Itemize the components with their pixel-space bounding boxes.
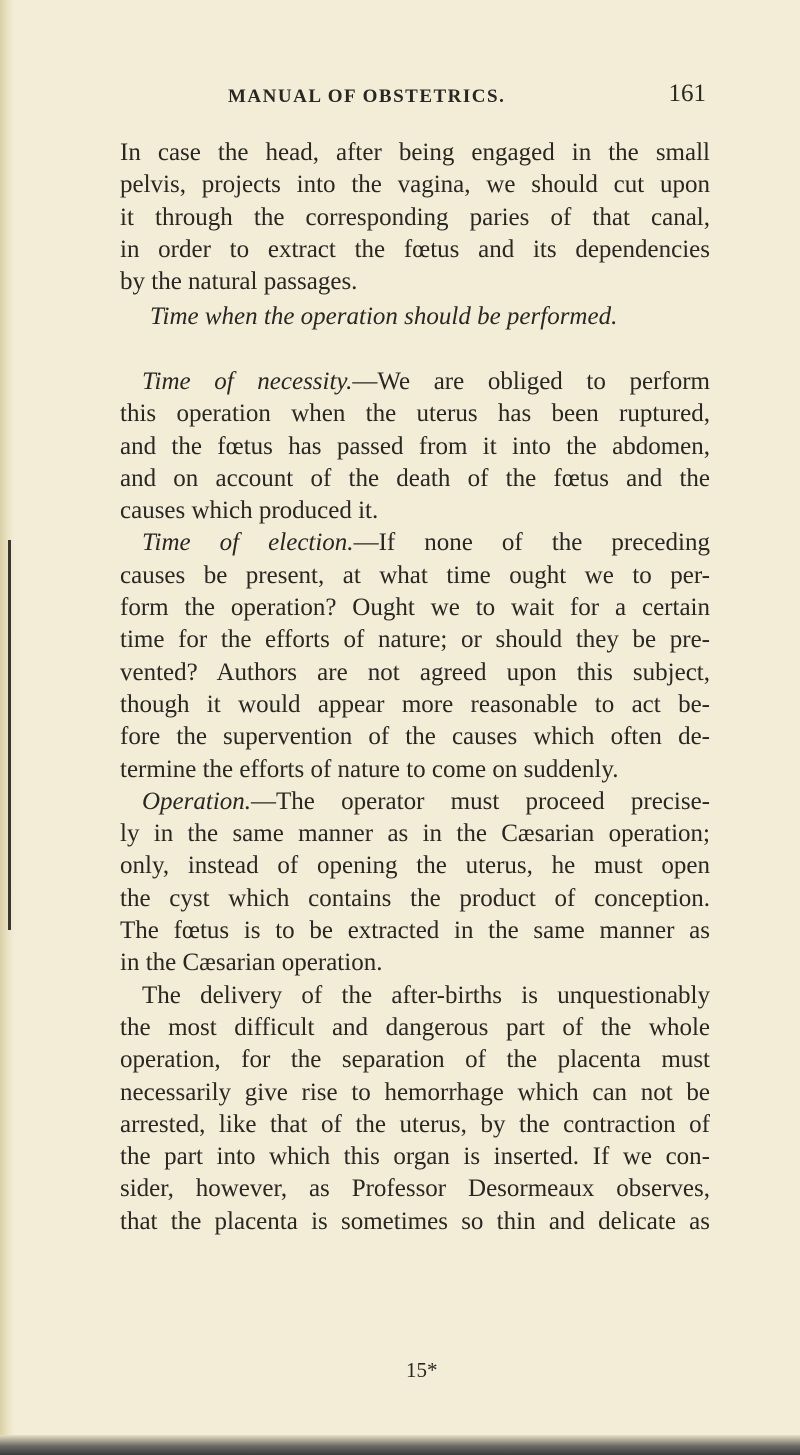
text-line: the most difficult and dangerous part of the whole	[120, 1013, 710, 1041]
text-line: vented? Authors are not agreed upon this subject,	[120, 658, 710, 686]
text-line: sider, however, as Professor Desormeaux observes,	[120, 1175, 710, 1203]
text-line: the part into which this organ is inserted. If we con-	[120, 1143, 710, 1171]
text-line: though it would appear more reasonable to act be-	[120, 690, 710, 718]
text-line: it through the corresponding paries of that canal,	[120, 203, 710, 231]
page-bottom-edge	[0, 1435, 800, 1455]
section-heading: Time when the operation should be performed.	[150, 303, 618, 330]
page-number: 161	[668, 80, 706, 107]
operation-lead: Operation.	[142, 787, 252, 815]
text-line: only, instead of opening the uterus, he must open	[120, 852, 710, 880]
paragraph-lead-line: Time of election.—If none of the preceding	[142, 529, 710, 557]
text-line: In case the head, after being engaged in the small	[120, 139, 710, 166]
text-line: time for the efforts of nature; or should they be pre-	[120, 626, 710, 654]
signature-mark: 15*	[406, 1358, 438, 1382]
time-of-election-lead: Time of election.	[142, 529, 354, 557]
page-header	[196, 80, 706, 114]
text-line: fore the supervention of the causes which often de-	[120, 723, 710, 751]
text-line: and the fœtus has passed from it into the abdomen,	[120, 432, 710, 460]
time-of-necessity-lead: Time of necessity.	[142, 368, 353, 395]
body-text	[120, 366, 710, 1238]
text-line: and on account of the death of the fœtus and the	[120, 464, 710, 492]
paragraph-lead-line: The delivery of the after-births is unquestionably	[142, 981, 710, 1009]
text-line: by the natural passages.	[120, 268, 358, 296]
text-line: ly in the same manner as in the Cæsarian operation;	[120, 820, 710, 848]
text-line: operation, for the separation of the placenta must	[120, 1046, 710, 1074]
text-line: causes be present, at what time ought we to per-	[120, 561, 710, 589]
text-line: causes which produced it.	[120, 497, 379, 525]
text-line: The fœtus is to be extracted in the same manner as	[120, 917, 710, 945]
text-line: in the Cæsarian operation.	[120, 949, 383, 977]
text-line: this operation when the uterus has been ruptured,	[120, 400, 710, 428]
text-line: arrested, like that of the uterus, by the contraction of	[120, 1110, 710, 1138]
paragraph-head-in-vagina	[120, 137, 710, 298]
text-line: form the operation? Ought we to wait for a certain	[120, 594, 710, 622]
running-title: MANUAL OF OBSTETRICS.	[228, 86, 506, 107]
text-line: necessarily give rise to hemorrhage which can not be	[120, 1078, 710, 1106]
text-line: termine the efforts of nature to come on suddenly.	[120, 755, 619, 783]
paragraph-lead-line: Time of necessity.—We are obliged to perform	[142, 368, 710, 395]
text-line: pelvis, projects into the vagina, we should cut upon	[120, 171, 710, 199]
page-edge	[0, 0, 14, 1455]
margin-rule	[8, 540, 11, 930]
text-line: the cyst which contains the product of conception.	[120, 884, 710, 912]
paragraph-lead-line: Operation.—The operator must proceed precise-	[142, 787, 710, 815]
text-line: that the placenta is sometimes so thin and delicate as	[120, 1207, 710, 1235]
text-line: in order to extract the fœtus and its dependencies	[120, 235, 710, 263]
